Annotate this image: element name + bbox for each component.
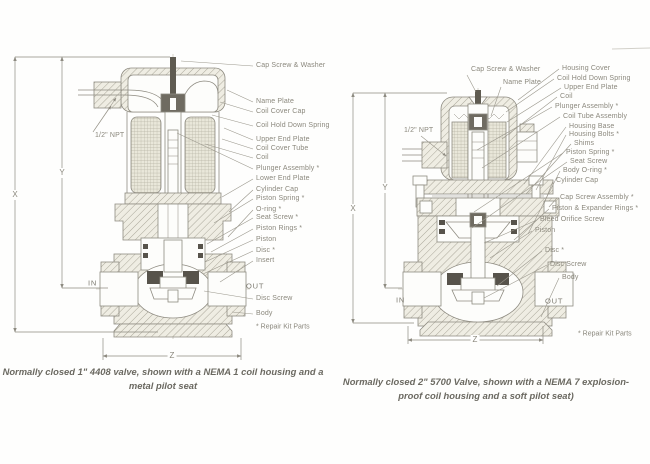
- part-label: Seat Screw: [570, 158, 608, 166]
- part-label: Upper End Plate: [564, 84, 618, 92]
- part-label: Piston: [256, 236, 277, 244]
- part-label: Disc Screw: [550, 261, 587, 269]
- part-label: Insert: [256, 257, 275, 265]
- part-label: O-ring *: [256, 206, 282, 214]
- part-label: Seat Screw *: [256, 214, 299, 222]
- part-label: Cap Screw Assembly *: [560, 194, 634, 202]
- port-out-right: OUT: [545, 296, 564, 306]
- dim-x-left: X: [12, 190, 18, 199]
- part-label-cap-screw-washer-right: Cap Screw & Washer: [471, 66, 541, 74]
- dim-y-right: Y: [382, 183, 388, 192]
- part-label: Disc Screw: [256, 295, 293, 303]
- port-in-left: IN: [88, 278, 98, 288]
- part-label: Coil: [560, 93, 573, 101]
- part-label: Piston Spring *: [566, 149, 615, 157]
- part-label: Disc *: [545, 247, 565, 255]
- dim-y-left: Y: [59, 168, 65, 177]
- dim-z-left: Z: [169, 351, 175, 360]
- part-label: Bleed Orifice Screw: [540, 216, 605, 224]
- port-out-left: OUT: [246, 281, 265, 291]
- part-label: Coil: [256, 154, 269, 162]
- part-label: Body: [562, 274, 579, 282]
- part-label: Housing Base: [569, 123, 615, 131]
- part-label-name-plate-right: Name Plate: [503, 79, 542, 87]
- part-label: Housing Cover: [562, 65, 611, 73]
- part-label: Coil Hold Down Spring: [557, 75, 631, 83]
- part-label: Coil Hold Down Spring: [256, 122, 330, 130]
- part-label: Plunger Assembly *: [256, 165, 320, 173]
- part-label: Piston: [535, 227, 556, 235]
- part-label: Piston & Expander Rings *: [552, 205, 639, 213]
- caption-left: Normally closed 1" 4408 valve, shown with a NEMA 1 coil housing and a metal pilot seat: [2, 366, 324, 391]
- part-label: Cylinder Cap: [256, 186, 299, 194]
- dim-x-right: X: [350, 204, 356, 213]
- repair-kit-footnote-left: * Repair Kit Parts: [256, 323, 310, 331]
- part-label: Shims: [574, 140, 595, 148]
- part-label: Body: [256, 310, 273, 318]
- scan-artifact-line: [612, 48, 650, 49]
- part-label: Cap Screw & Washer: [256, 62, 326, 70]
- part-label: Coil Cover Tube: [256, 145, 309, 153]
- part-label: Lower End Plate: [256, 175, 310, 183]
- npt-label-right: 1/2" NPT: [404, 127, 434, 135]
- part-label: Cylinder Cap: [556, 177, 599, 185]
- part-label: Disc *: [256, 247, 276, 255]
- part-label: Plunger Assembly *: [555, 103, 619, 111]
- part-label: Housing Bolts *: [569, 131, 620, 139]
- port-in-right: IN: [396, 295, 406, 305]
- part-label: Upper End Plate: [256, 136, 310, 144]
- part-label: Piston Rings *: [256, 225, 303, 233]
- left-valve-drawing: [78, 54, 250, 340]
- npt-label-left: 1/2" NPT: [95, 132, 125, 140]
- repair-kit-footnote-right: * Repair Kit Parts: [578, 330, 632, 338]
- caption-right: Normally closed 2" 5700 Valve, shown with a NEMA 7 explosion-proof coil housing and a soft pilot seat): [342, 376, 630, 401]
- part-label: Name Plate: [256, 98, 295, 106]
- part-label: Coil Cover Cap: [256, 108, 306, 116]
- dim-z-right: Z: [472, 335, 478, 344]
- part-label: Body O-ring *: [563, 167, 607, 175]
- part-label: Piston Spring *: [256, 195, 305, 203]
- part-label: Coil Tube Assembly: [563, 113, 628, 121]
